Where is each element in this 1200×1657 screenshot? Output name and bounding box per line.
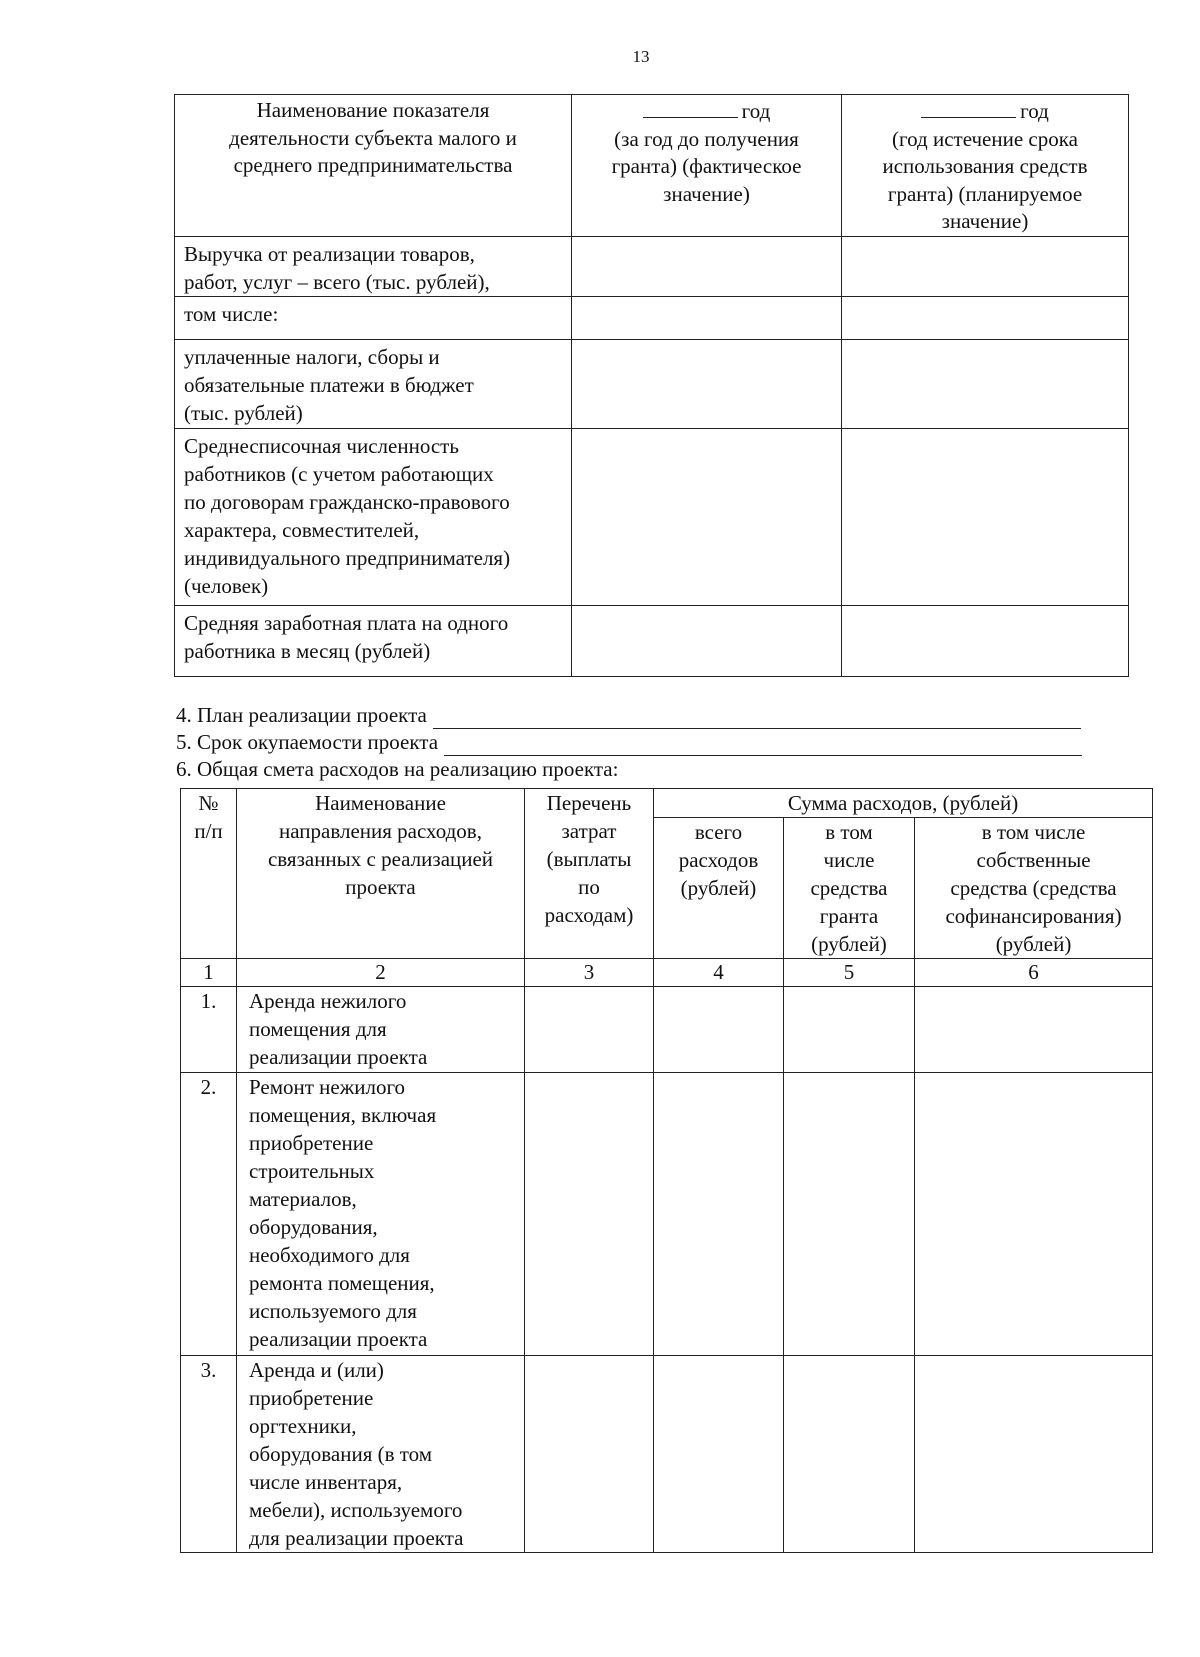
column-number: 5 [784, 959, 915, 987]
row-number: 3. [181, 1356, 237, 1553]
column-number: 3 [525, 959, 654, 987]
year-blank [921, 97, 1016, 118]
grant-funds-cell[interactable] [784, 987, 915, 1073]
year-blank [643, 97, 738, 118]
table-row [181, 987, 1153, 1073]
total-expenses-cell[interactable] [654, 1073, 784, 1356]
previous-year-cell[interactable] [572, 237, 842, 297]
total-expenses-cell[interactable] [654, 987, 784, 1073]
expense-sum-header: Сумма расходов, (рублей) [654, 789, 1153, 818]
previous-year-cell[interactable] [572, 606, 842, 677]
expense-list-header: Перечень затрат (выплаты по расходам) [525, 789, 654, 959]
column-number: 4 [654, 959, 784, 987]
column-numbers-row [181, 959, 1153, 987]
table-row [175, 429, 1129, 606]
expense-direction-header: Наименование направления расходов, связанных с реализацией проекта [237, 789, 525, 959]
expense-list-cell[interactable] [525, 987, 654, 1073]
table-row [175, 297, 1129, 340]
table-row [181, 1356, 1153, 1553]
own-funds-header: в том числе собственные средства (средства софинансирования) (рублей) [915, 818, 1153, 959]
previous-year-cell[interactable] [572, 429, 842, 606]
table-row [175, 237, 1129, 297]
number-header: № п/п [181, 789, 237, 959]
expense-direction: Ремонт нежилого помещения, включая приобретение строительных материалов, оборудования, необходимого для ремонта помещения, используемого для реализации проекта [237, 1073, 525, 1356]
own-funds-cell[interactable] [915, 987, 1153, 1073]
table-row [175, 606, 1129, 677]
row-number: 1. [181, 987, 237, 1073]
expense-list-cell[interactable] [525, 1356, 654, 1553]
planned-year-header: год (год истечение срока использования средств гранта) (планируемое значение) [842, 95, 1129, 237]
implementation-plan-item: 4. План реализации проекта [176, 702, 1136, 729]
indicator-name: уплаченные налоги, сборы и обязательные платежи в бюджет (тыс. рублей) [175, 340, 572, 429]
expense-direction: Аренда нежилого помещения для реализации проекта [237, 987, 525, 1073]
table-row [181, 1073, 1153, 1356]
grant-funds-cell[interactable] [784, 1356, 915, 1553]
project-items [176, 702, 1136, 783]
implementation-plan-blank[interactable] [433, 709, 1081, 729]
planned-year-cell[interactable] [842, 340, 1129, 429]
expense-list-cell[interactable] [525, 1073, 654, 1356]
column-number: 1 [181, 959, 237, 987]
cost-estimate-item: 6. Общая смета расходов на реализацию проекта: [176, 757, 619, 781]
page-number: 13 [632, 47, 650, 66]
budget-header-row [181, 789, 1153, 818]
column-number: 2 [237, 959, 525, 987]
planned-year-cell[interactable] [842, 297, 1129, 340]
previous-year-cell[interactable] [572, 340, 842, 429]
indicator-name: том числе: [175, 297, 572, 340]
expense-direction: Аренда и (или) приобретение оргтехники, оборудования (в том числе инвентаря, мебели), используемого для реализации проекта [237, 1356, 525, 1553]
grant-funds-header: в том числе средства гранта (рублей) [784, 818, 915, 959]
column-number: 6 [915, 959, 1153, 987]
total-expenses-cell[interactable] [654, 1356, 784, 1553]
payback-period-blank[interactable] [444, 736, 1082, 756]
own-funds-cell[interactable] [915, 1356, 1153, 1553]
previous-year-cell[interactable] [572, 297, 842, 340]
indicator-name: Среднесписочная численность работников (с учетом работающих по договорам гражданско-правового характера, совместителей, индивидуального предпринимателя) (человек) [175, 429, 572, 606]
indicator-name-header: Наименование показателя деятельности субъекта малого и среднего предпринимательства [175, 95, 572, 237]
indicators-table [174, 94, 1129, 677]
indicator-name: Средняя заработная плата на одного работника в месяц (рублей) [175, 606, 572, 677]
indicator-name: Выручка от реализации товаров, работ, услуг – всего (тыс. рублей), [175, 237, 572, 297]
planned-year-cell[interactable] [842, 606, 1129, 677]
grant-funds-cell[interactable] [784, 1073, 915, 1356]
planned-year-cell[interactable] [842, 237, 1129, 297]
total-expenses-header: всего расходов (рублей) [654, 818, 784, 959]
indicators-header-row [175, 95, 1129, 237]
previous-year-header: год (за год до получения гранта) (фактическое значение) [572, 95, 842, 237]
planned-year-cell[interactable] [842, 429, 1129, 606]
own-funds-cell[interactable] [915, 1073, 1153, 1356]
row-number: 2. [181, 1073, 237, 1356]
payback-period-item: 5. Срок окупаемости проекта [176, 729, 1136, 756]
table-row [175, 340, 1129, 429]
budget-table [180, 788, 1153, 1553]
